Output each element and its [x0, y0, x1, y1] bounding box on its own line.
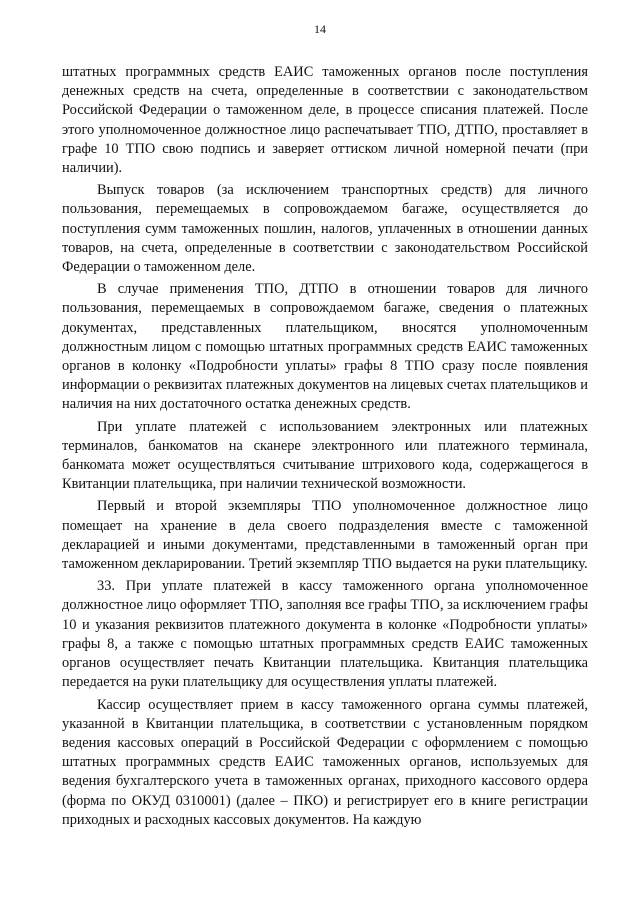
- paragraph-6: 33. При уплате платежей в кассу таможенного органа уполномоченное должностное лицо оформляет ТПО, заполняя все графы ТПО, за исключением графы 10 и указания реквизитов платежного документа в колонке «Подробности уплаты» графы 8, а также с помощью штатных программных средств ЕАИС таможенных органов осуществляет печать Квитанции плательщика. Квитанция плательщика передается на руки плательщику для осуществления уплаты платежей.: [62, 578, 588, 691]
- paragraph-3: В случае применения ТПО, ДТПО в отношении товаров для личного пользования, перемещаемых в сопровождаемом багаже, сведения о платежных документах, представленных плательщиком, вносятся уполномоченным должностным лицом с помощью штатных программных средств ЕАИС таможенных органов в колонку «Подробности уплаты» графы 8 ТПО сразу после появления информации о реквизитах платежных документов на лицевых счетах плательщиков и наличия на них достаточного остатка денежных средств.: [62, 281, 588, 413]
- paragraph-2: Выпуск товаров (за исключением транспортных средств) для личного пользования, перемещаемых в сопровождаемом багаже, осуществляется до поступления сумм таможенных пошлин, налогов, уплаченных в отношении данных товаров, на счета, определенные в соответствии с законодательством Российской Федерации о таможенном деле.: [62, 182, 588, 276]
- paragraph-4: При уплате платежей с использованием электронных или платежных терминалов, банкоматов на сканере электронного или платежного терминала, банкомата может осуществляться считывание штрихового кода, содержащегося в Квитанции плательщика, при наличии технической возможности.: [62, 418, 588, 493]
- page-number: 14: [314, 22, 326, 36]
- paragraph-7: Кассир осуществляет прием в кассу таможенного органа суммы платежей, указанной в Квитанции плательщика, в соответствии с установленным порядком ведения кассовых операций в Российской Федерации с оформлением с помощью штатных программных средств ЕАИС таможенных органов, используемых для ведения бухгалтерского учета в таможенных органах, приходного кассового ордера (форма по ОКУД 0310001) (далее – ПКО) и регистрирует его в книге регистрации приходных и расходных кассовых документов. На каждую: [62, 696, 588, 828]
- document-body: [62, 63, 588, 833]
- paragraph-1: штатных программных средств ЕАИС таможенных органов после поступления денежных средств на счета, определенные в соответствии с законодательством Российской Федерации о таможенном деле, в процессе списания платежей. После этого уполномоченное должностное лицо распечатывает ТПО, ДТПО, проставляет в графе 10 ТПО свою подпись и заверяет оттиском личной номерной печати (при наличии).: [62, 64, 588, 177]
- paragraph-5: Первый и второй экземпляры ТПО уполномоченное должностное лицо помещает на хранение в дела своего подразделения вместе с таможенной декларацией и иными документами, представленными в таможенный орган при таможенном декларировании. Третий экземпляр ТПО выдается на руки плательщику.: [62, 498, 588, 573]
